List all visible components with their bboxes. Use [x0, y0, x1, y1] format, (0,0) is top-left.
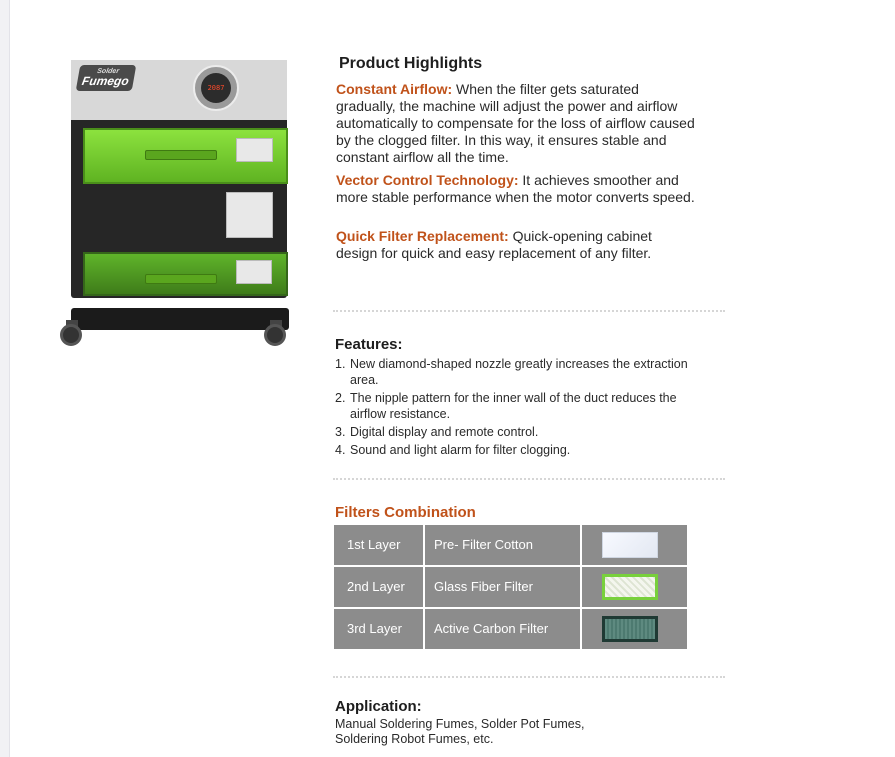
drawer-handle — [145, 274, 217, 284]
filter-image-cell — [582, 567, 687, 607]
highlight-constant-airflow — [336, 81, 696, 166]
drawer-handle — [145, 150, 217, 160]
dotted-divider — [333, 310, 725, 312]
application-line: Manual Soldering Fumes, Solder Pot Fumes, — [335, 717, 585, 731]
table-row — [334, 525, 687, 565]
digital-display: 2087 — [207, 84, 225, 92]
table-row — [334, 567, 687, 607]
list-number: 2. — [335, 391, 346, 405]
list-text: Digital display and remote control. — [350, 425, 539, 439]
product-image — [58, 58, 292, 354]
filter-image-cell — [582, 525, 687, 565]
cotton-filter-icon — [602, 532, 658, 558]
application-line: Soldering Robot Fumes, etc. — [335, 732, 494, 746]
brand-logo-small-text: Solder — [96, 68, 120, 75]
list-item — [335, 390, 695, 422]
filter-layer-cell: 1st Layer — [334, 525, 423, 565]
control-dial-icon — [193, 65, 239, 111]
highlight-text: It achieves smoother and more stable performance when the motor converts speed. — [336, 172, 695, 205]
cabinet-base — [71, 308, 289, 330]
filter-name-cell: Glass Fiber Filter — [425, 567, 580, 607]
filter-layer-cell: 3rd Layer — [334, 609, 423, 649]
brand-logo-text: Fumego — [80, 74, 131, 88]
list-number: 4. — [335, 443, 346, 457]
list-item — [335, 424, 695, 440]
drawer-label-sticker — [236, 138, 273, 162]
highlight-key: Quick Filter Replacement: — [336, 228, 509, 244]
instruction-sticker — [226, 192, 273, 238]
brand-logo — [76, 65, 137, 91]
highlight-key: Vector Control Technology: — [336, 172, 519, 188]
filter-name-cell: Pre- Filter Cotton — [425, 525, 580, 565]
filter-image-cell — [582, 609, 687, 649]
list-item — [335, 442, 695, 458]
application-title: Application: — [335, 698, 422, 715]
list-text: New diamond-shaped nozzle greatly increases the extraction area. — [350, 357, 688, 387]
caster-wheel-icon — [60, 324, 82, 346]
list-number: 3. — [335, 425, 346, 439]
highlight-key: Constant Airflow: — [336, 81, 453, 97]
highlight-vector-control — [336, 172, 696, 206]
list-text: Sound and light alarm for filter clogging. — [350, 443, 571, 457]
highlight-quick-filter — [336, 228, 696, 262]
carbon-filter-icon — [602, 616, 658, 642]
features-title: Features: — [335, 336, 403, 353]
features-list — [335, 356, 695, 460]
dotted-divider — [333, 478, 725, 480]
list-text: The nipple pattern for the inner wall of the duct reduces the airflow resistance. — [350, 391, 677, 421]
filter-name-cell: Active Carbon Filter — [425, 609, 580, 649]
list-item — [335, 356, 695, 388]
caster-wheel-icon — [264, 324, 286, 346]
glass-fiber-filter-icon — [602, 574, 658, 600]
highlight-text: When the filter gets saturated gradually, the machine will adjust the power and airflow automatically to compensate for the loss of airflow caused by the clogged filter. In this way, it ensures stable and constant airflow all the time. — [336, 81, 695, 165]
highlight-text: Quick-opening cabinet design for quick and easy replacement of any filter. — [336, 228, 652, 261]
dial-face — [201, 73, 231, 103]
highlights-title: Product Highlights — [339, 55, 483, 72]
filter-layer-cell: 2nd Layer — [334, 567, 423, 607]
application-text — [335, 717, 655, 747]
dotted-divider — [333, 676, 725, 678]
table-row — [334, 609, 687, 649]
drawer-label-sticker — [236, 260, 272, 284]
filters-title: Filters Combination — [335, 504, 476, 521]
left-edge-rule — [0, 0, 10, 757]
list-number: 1. — [335, 357, 346, 371]
